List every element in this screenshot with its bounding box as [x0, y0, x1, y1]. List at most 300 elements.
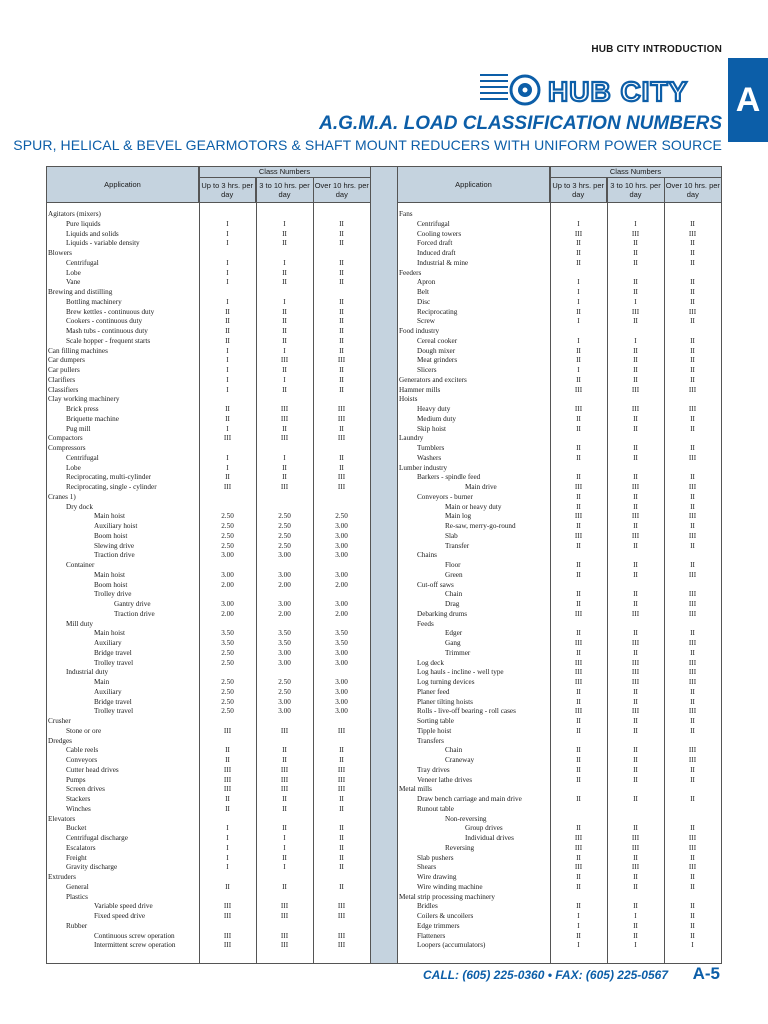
class-number: II — [690, 424, 695, 433]
class-number: 3.50 — [221, 639, 234, 647]
table-row — [398, 854, 721, 864]
table-row — [47, 259, 370, 269]
table-row — [47, 834, 370, 844]
class-number — [550, 210, 607, 220]
class-number: II — [690, 317, 695, 326]
table-row — [398, 668, 721, 678]
class-number: II — [633, 590, 638, 599]
class-number: I — [226, 297, 229, 306]
table-row — [398, 571, 721, 581]
class-number: II — [339, 375, 344, 384]
class-number — [607, 327, 664, 337]
table-row — [47, 473, 370, 483]
class-number: III — [688, 658, 697, 667]
class-number: II — [339, 834, 344, 842]
class-number: II — [576, 356, 581, 365]
application-name: Classifiers — [48, 385, 79, 394]
class-number — [256, 737, 313, 747]
class-number: II — [576, 775, 581, 784]
application-name: Planer feed — [417, 687, 450, 696]
class-number: I — [226, 385, 229, 394]
table-row — [398, 405, 721, 415]
class-number: I — [634, 912, 637, 920]
class-number — [313, 893, 370, 903]
table-row — [47, 249, 370, 259]
application-name: Bottling machinery — [66, 297, 122, 306]
table-row — [47, 503, 370, 513]
class-number — [313, 249, 370, 259]
class-number: III — [337, 941, 346, 950]
application-name: Cranes 1) — [48, 492, 76, 501]
table-row — [398, 581, 721, 591]
application-name: Runout table — [417, 804, 454, 813]
class-number: III — [337, 414, 346, 423]
application-name: Screen drives — [66, 785, 105, 794]
class-number: II — [690, 775, 695, 784]
class-number — [313, 210, 370, 220]
class-number — [313, 590, 370, 600]
class-number: III — [574, 229, 583, 238]
class-number: I — [577, 336, 580, 345]
table-row — [398, 873, 721, 883]
class-number: II — [282, 385, 287, 394]
table-header — [47, 167, 370, 203]
class-number: III — [337, 356, 346, 365]
class-number: III — [688, 863, 697, 872]
application-name: Elevators — [48, 814, 76, 823]
class-number: III — [574, 863, 583, 872]
class-number: II — [282, 756, 287, 764]
table-row — [47, 571, 370, 581]
header-application: Application — [47, 167, 199, 202]
table-row — [398, 610, 721, 620]
class-number — [199, 737, 256, 747]
table-row — [398, 434, 721, 444]
application-name: Main log — [445, 512, 472, 521]
class-number: II — [339, 346, 344, 355]
class-number: I — [577, 941, 580, 950]
class-number: 3.00 — [278, 600, 291, 608]
table-row — [47, 805, 370, 815]
application-name: Floor — [445, 561, 461, 569]
application-name: Draw bench carriage and main drive — [417, 795, 522, 803]
page-subtitle: SPUR, HELICAL & BEVEL GEARMOTORS & SHAFT MOUNT REDUCERS WITH UNIFORM POWER SOURCE — [13, 137, 722, 153]
application-name: Brewing and distilling — [48, 288, 113, 296]
class-number — [313, 717, 370, 727]
application-name: Veneer lathe drives — [417, 775, 473, 784]
application-name: Slab pushers — [417, 853, 454, 862]
application-name: Screw — [417, 317, 435, 326]
class-number — [550, 395, 607, 405]
class-number: 2.50 — [221, 531, 234, 540]
application-name: Barkers - spindle feed — [417, 473, 481, 482]
application-name: Heavy duty — [417, 405, 451, 413]
class-number: 2.00 — [335, 580, 348, 589]
class-number — [199, 815, 256, 825]
class-number: II — [576, 492, 581, 501]
class-number: III — [688, 405, 697, 413]
application-name: Pumps — [66, 775, 86, 784]
table-row — [47, 698, 370, 708]
class-number: II — [690, 912, 695, 920]
table-row — [398, 249, 721, 259]
class-number: II — [633, 249, 638, 257]
table-row — [398, 737, 721, 747]
application-name: Crusher — [48, 717, 71, 725]
application-name: Centrifugal — [66, 258, 99, 267]
class-number: II — [633, 648, 638, 657]
class-number: III — [574, 512, 583, 521]
class-number: 3.50 — [335, 639, 348, 647]
table-row — [398, 766, 721, 776]
class-number: II — [690, 297, 695, 306]
class-number: 2.50 — [278, 522, 291, 530]
class-number: II — [339, 795, 344, 803]
table-row — [398, 551, 721, 561]
class-number: III — [688, 483, 697, 491]
application-name: Slicers — [417, 366, 437, 374]
application-name: Liquids and solids — [66, 229, 119, 238]
class-number: I — [577, 912, 580, 920]
class-number: II — [690, 902, 695, 911]
table-row — [398, 600, 721, 610]
class-number — [199, 561, 256, 571]
application-name: Generators and exciters — [399, 375, 467, 384]
class-number: II — [633, 697, 638, 706]
table-row — [47, 444, 370, 454]
application-name: Gantry drive — [114, 600, 151, 608]
class-number: I — [283, 297, 286, 306]
application-name: Apron — [417, 278, 436, 287]
application-name: Agitators (mixers) — [48, 210, 101, 218]
class-number: I — [226, 366, 229, 374]
header-col-over-10: Over 10 hrs. per day — [314, 181, 369, 199]
class-number: II — [339, 804, 344, 813]
section-tab: A — [728, 58, 768, 142]
class-number: III — [688, 229, 697, 238]
class-number: I — [283, 843, 286, 852]
class-number: II — [633, 288, 638, 296]
class-number: II — [339, 297, 344, 306]
table-row — [398, 834, 721, 844]
class-number — [664, 893, 721, 903]
application-name: Freight — [66, 853, 87, 862]
table-row — [47, 220, 370, 230]
class-number — [199, 668, 256, 678]
table-row — [398, 746, 721, 756]
class-number — [313, 922, 370, 932]
class-number: II — [576, 824, 581, 833]
class-number: II — [633, 795, 638, 803]
application-name: Re-saw, merry-go-round — [445, 522, 516, 530]
application-name: Variable speed drive — [94, 902, 153, 911]
application-name: Fans — [399, 210, 413, 218]
application-name: Transfer — [445, 541, 470, 550]
class-number: 3.50 — [278, 629, 291, 638]
table-row — [398, 756, 721, 766]
class-number — [664, 210, 721, 220]
class-number: III — [688, 512, 697, 521]
class-number: II — [690, 726, 695, 735]
class-number: I — [226, 268, 229, 277]
class-number: 2.50 — [278, 687, 291, 696]
table-row — [47, 425, 370, 435]
class-number: II — [633, 570, 638, 579]
table-row — [398, 776, 721, 786]
class-number: II — [576, 717, 581, 725]
class-number: 2.00 — [335, 609, 348, 618]
class-number: II — [225, 405, 230, 413]
class-number: III — [280, 931, 289, 940]
application-name: Coilers & uncoilers — [417, 912, 474, 920]
class-number — [199, 288, 256, 298]
class-number — [550, 464, 607, 474]
class-number — [607, 395, 664, 405]
class-number — [664, 551, 721, 561]
class-number: II — [633, 453, 638, 462]
class-number: III — [631, 658, 640, 667]
class-number — [199, 620, 256, 630]
table-row — [47, 532, 370, 542]
application-name: Log turning devices — [417, 678, 475, 686]
table-row — [398, 522, 721, 532]
application-name: Main or heavy duty — [445, 502, 502, 511]
class-number: II — [576, 902, 581, 911]
class-number: II — [576, 931, 581, 940]
class-number — [550, 327, 607, 337]
class-number: 3.00 — [278, 551, 291, 560]
application-name: Main — [94, 678, 110, 686]
class-number: II — [282, 336, 287, 345]
application-name: Plastics — [66, 892, 88, 901]
class-number: III — [574, 639, 583, 647]
application-name: Escalators — [66, 843, 96, 852]
class-number: III — [223, 931, 232, 940]
class-number: 3.00 — [278, 697, 291, 706]
application-name: Slewing drive — [94, 541, 135, 550]
class-number: III — [280, 434, 289, 443]
table-row — [47, 873, 370, 883]
class-number — [550, 581, 607, 591]
class-number — [256, 873, 313, 883]
table-row — [47, 366, 370, 376]
class-number: II — [576, 765, 581, 774]
class-number: 3.00 — [335, 531, 348, 540]
class-number: III — [574, 385, 583, 394]
class-number: 2.50 — [278, 541, 291, 550]
class-number — [313, 493, 370, 503]
class-number: 2.50 — [221, 512, 234, 521]
class-number: II — [339, 258, 344, 267]
class-number: II — [576, 522, 581, 530]
table-row — [47, 746, 370, 756]
class-number: II — [576, 795, 581, 803]
class-number: III — [280, 765, 289, 774]
class-number: II — [690, 473, 695, 482]
class-number: II — [339, 843, 344, 852]
class-number: 3.00 — [335, 678, 348, 686]
class-number: II — [633, 239, 638, 248]
class-number: II — [282, 804, 287, 813]
class-number: I — [226, 239, 229, 248]
class-number — [313, 444, 370, 454]
table-row — [398, 922, 721, 932]
application-name: Container — [66, 561, 95, 569]
class-number: II — [339, 336, 344, 345]
class-number: II — [633, 541, 638, 550]
application-name: Reciprocating — [417, 307, 458, 316]
table-row — [398, 863, 721, 873]
table-row — [47, 434, 370, 444]
application-name: Transfers — [417, 736, 444, 745]
page-title: A.G.M.A. LOAD CLASSIFICATION NUMBERS — [319, 113, 722, 134]
class-number: II — [633, 375, 638, 384]
class-number: III — [631, 834, 640, 842]
class-number: 3.50 — [278, 639, 291, 647]
class-number — [199, 503, 256, 513]
class-number: III — [223, 726, 232, 735]
class-number: III — [631, 512, 640, 521]
class-number: III — [280, 414, 289, 423]
class-number: III — [631, 678, 640, 686]
class-number: II — [633, 873, 638, 881]
class-number — [607, 434, 664, 444]
application-name: Chains — [417, 551, 437, 560]
application-name: Boom hoist — [94, 531, 128, 540]
header-col-over-10: Over 10 hrs. per day — [665, 181, 720, 199]
class-number: II — [633, 561, 638, 569]
class-number: II — [690, 414, 695, 423]
class-number — [550, 893, 607, 903]
application-name: Auxiliary — [94, 639, 122, 647]
class-number — [256, 288, 313, 298]
class-number: III — [688, 600, 697, 608]
class-number — [550, 551, 607, 561]
class-number: II — [282, 424, 287, 433]
table-row — [398, 444, 721, 454]
class-number: 3.00 — [278, 707, 291, 716]
application-name: Slab — [445, 531, 458, 540]
class-number: II — [282, 307, 287, 316]
application-name: Metal mills — [399, 785, 432, 794]
class-number: I — [577, 366, 580, 374]
application-name: Chain — [445, 746, 463, 755]
class-number — [256, 561, 313, 571]
class-number — [256, 210, 313, 220]
class-number: 2.50 — [221, 648, 234, 657]
class-number: II — [339, 453, 344, 462]
application-name: Dry dock — [66, 502, 93, 511]
class-number: II — [633, 756, 638, 764]
application-name: Hoists — [399, 395, 418, 404]
class-number: II — [339, 317, 344, 326]
table-row — [398, 561, 721, 571]
table-row — [47, 483, 370, 493]
class-number: III — [631, 229, 640, 238]
class-number: I — [226, 375, 229, 384]
class-number: 2.50 — [221, 697, 234, 706]
class-number: II — [339, 824, 344, 833]
class-number: II — [690, 278, 695, 287]
class-number: II — [339, 424, 344, 433]
class-number: II — [633, 726, 638, 735]
application-name: Meat grinders — [417, 356, 458, 365]
table-row — [47, 932, 370, 942]
application-name: Car dumpers — [48, 356, 85, 365]
class-number: III — [223, 483, 232, 491]
table-row — [47, 405, 370, 415]
class-number — [199, 893, 256, 903]
class-number: III — [223, 902, 232, 911]
table-row — [47, 844, 370, 854]
class-number: II — [633, 278, 638, 287]
class-number — [256, 922, 313, 932]
class-number: II — [282, 366, 287, 374]
table-row — [398, 327, 721, 337]
application-name: Shears — [417, 863, 437, 872]
class-number: I — [634, 219, 637, 228]
class-number: III — [337, 785, 346, 794]
class-number: III — [337, 765, 346, 774]
class-number: III — [631, 405, 640, 413]
class-number: II — [633, 687, 638, 696]
class-number — [664, 464, 721, 474]
class-number: II — [576, 375, 581, 384]
class-number: 3.00 — [335, 658, 348, 667]
application-name: Trolley travel — [94, 658, 134, 667]
application-name: Vane — [66, 278, 81, 287]
class-number: III — [574, 834, 583, 842]
class-number: III — [688, 590, 697, 599]
class-number: 2.00 — [221, 580, 234, 589]
application-name: Gang — [445, 639, 461, 647]
table-row — [47, 863, 370, 873]
table-row — [398, 678, 721, 688]
application-name: Debarking drums — [417, 609, 468, 618]
class-number — [256, 717, 313, 727]
table-row — [398, 356, 721, 366]
class-number: II — [633, 902, 638, 911]
class-number — [607, 737, 664, 747]
class-number: III — [631, 307, 640, 316]
application-name: Traction drive — [114, 609, 155, 618]
application-name: Lobe — [66, 268, 81, 277]
table-row — [47, 795, 370, 805]
class-number: I — [577, 317, 580, 326]
application-name: Feeders — [399, 268, 422, 277]
class-number: 2.00 — [278, 609, 291, 618]
class-number: II — [282, 229, 287, 238]
class-number — [256, 395, 313, 405]
class-number: 3.00 — [278, 648, 291, 657]
table-row — [47, 551, 370, 561]
table-row — [398, 941, 721, 951]
class-number: III — [574, 658, 583, 667]
header-col-up-to-3: Up to 3 hrs. per day — [550, 178, 607, 202]
class-number: II — [633, 775, 638, 784]
class-number: II — [339, 463, 344, 472]
class-number: 3.50 — [221, 629, 234, 638]
application-name: Auxiliary — [94, 687, 122, 696]
class-number: III — [688, 453, 697, 462]
class-number: II — [690, 239, 695, 248]
table-row — [47, 629, 370, 639]
application-name: Main hoist — [94, 512, 125, 521]
application-name: Edge trimmers — [417, 921, 460, 930]
class-number: II — [225, 882, 230, 891]
application-name: Cable reels — [66, 746, 99, 755]
class-number: II — [690, 931, 695, 940]
